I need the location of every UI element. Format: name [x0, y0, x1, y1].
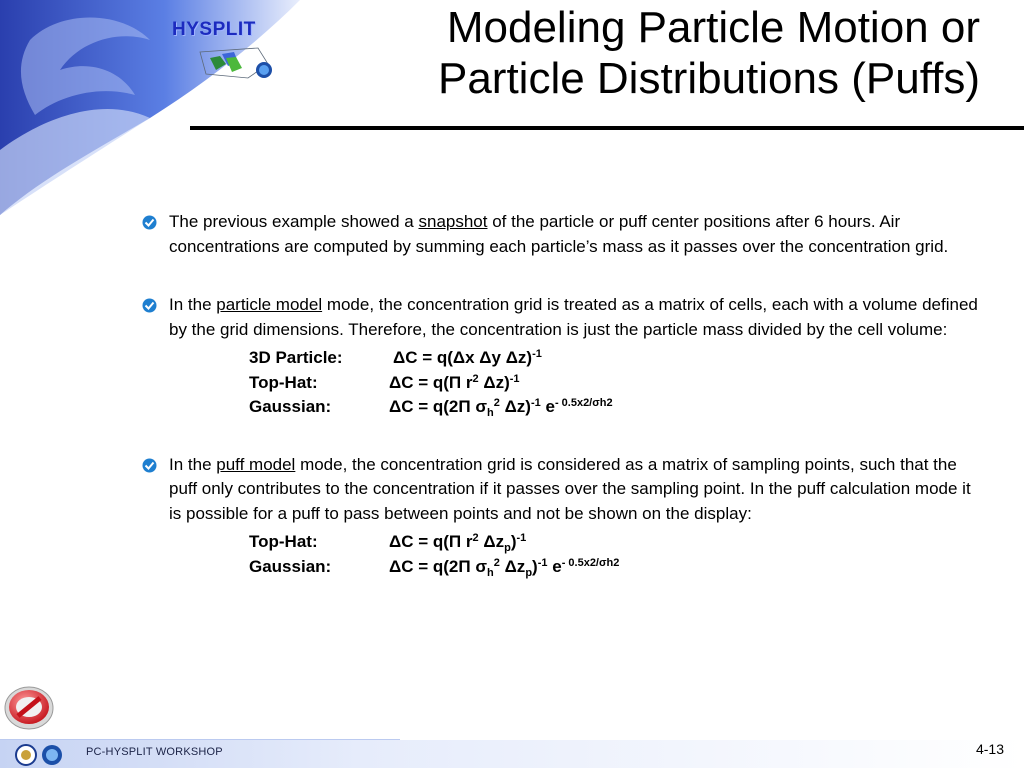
formula-top-hat — [249, 530, 980, 555]
snapshot-link[interactable]: snapshot — [418, 212, 488, 231]
title-line-2: Particle Distributions (Puffs) — [437, 54, 980, 103]
formula-label: Gaussian: — [249, 556, 332, 576]
bullet-text-post: mode, the concentration grid is treated as a matrix of cells, each with a volume defined by the grid dimensions. Therefore, the concentration is just the particle mass divided by the cell volume: — [169, 295, 978, 339]
formula-expression: ΔC = q(2Π $\sigma_h^2$ $\Delta z_p)^{-1}$ $e^{- 0.5x2/\sigma h2}$ — [389, 556, 620, 579]
formula-label: Top-Hat: — [249, 532, 318, 551]
page-number: 4-13 — [975, 741, 1004, 757]
agency-seal-icons — [12, 741, 72, 767]
puff-model-link[interactable]: puff model — [216, 454, 296, 474]
bullet-text-pre: The previous example showed a — [169, 212, 419, 231]
formula-expression: ΔC = q(Δx Δy Δz)$^{-1}$ — [393, 348, 542, 367]
formula-expression: ΔC = q(2Π $\sigma_h^2$ Δz)$^{-1}$ $e^{- 0.5x2/\sigma h2}$ — [389, 397, 613, 419]
bullet-text-pre: In the — [169, 295, 217, 314]
formula-label: Top-Hat: — [249, 372, 318, 392]
bullet-icon — [142, 298, 157, 313]
hysplit-logo-text: HYSPLIT — [172, 19, 256, 40]
slide-body — [140, 210, 980, 579]
bullet-text-post: mode, the concentration grid is considered as a matrix of sampling points, such that the puff only contributes to the concentration if it passes over the sampling point. In the puff calculation mode it is possible for a puff to pass between points and not be shown on the display: — [169, 454, 971, 523]
formula-3d-particle — [249, 346, 980, 371]
bullet-text-post: of the particle or puff center positions after 6 hours. Air concentrations are computed by summing each particle’s mass as it passes over the concentration grid. — [169, 212, 949, 256]
particle-model-link[interactable]: particle model — [216, 295, 323, 314]
formula-label: 3D Particle: — [249, 348, 343, 367]
puff-formulas — [249, 530, 980, 579]
title-line-1: Modeling Particle Motion or — [446, 3, 980, 52]
bullet-text-pre: In the — [169, 454, 217, 474]
formula-gaussian — [249, 395, 980, 420]
particle-formulas — [249, 346, 980, 420]
formula-top-hat — [249, 371, 980, 396]
formula-gaussian — [249, 555, 980, 580]
formula-expression: ΔC = q(Π $r^2$ $\Delta z_p)^{-1}$ — [389, 532, 527, 554]
no-entry-icon[interactable] — [3, 683, 55, 731]
bullet-icon — [142, 215, 157, 230]
formula-label: Gaussian: — [249, 397, 332, 416]
formula-expression: ΔC = q(Π $r^2$ Δz)$^{-1}$ — [389, 372, 520, 392]
hysplit-map-logo-icon — [198, 44, 280, 84]
title-divider — [190, 126, 1024, 130]
bullet-particle-model — [140, 293, 980, 420]
bullet-snapshot — [140, 210, 980, 259]
bullet-puff-model — [140, 453, 980, 580]
bullet-icon — [142, 458, 157, 473]
footer-workshop-label: PC-HYSPLIT WORKSHOP — [86, 746, 223, 758]
page-title — [330, 2, 980, 104]
